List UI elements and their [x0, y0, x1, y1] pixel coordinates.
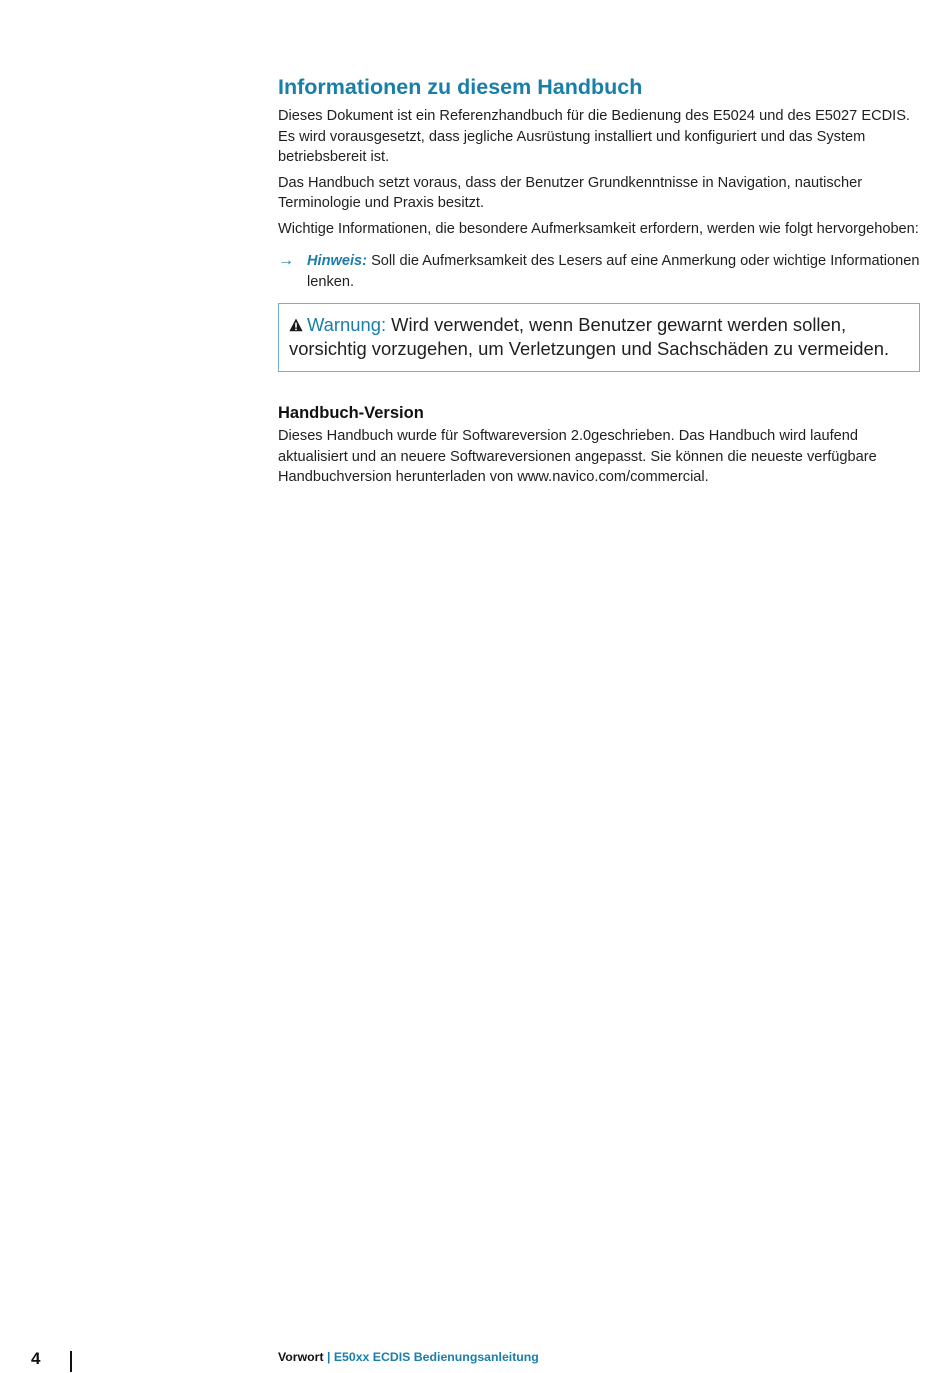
note-label: Hinweis:	[307, 253, 368, 269]
warning-triangle-icon	[289, 318, 303, 332]
page-content	[278, 72, 920, 493]
footer-text	[278, 1350, 539, 1364]
footer-document-title: E50xx ECDIS Bedienungsanleitung	[333, 1350, 539, 1364]
highlight-intro-paragraph: Wichtige Informationen, die besondere Aufmerksamkeit erfordern, werden wie folgt hervorgehoben:	[278, 220, 919, 237]
footer-section: Vorwort	[278, 1350, 324, 1364]
warning-text: Wird verwendet, wenn Benutzer gewarnt werden sollen, vorsichtig vorzugehen, um Verletzungen und Sachschäden zu vermeiden.	[289, 314, 890, 359]
prerequisites-paragraph: Das Handbuch setzt voraus, dass der Benutzer Grundkenntnisse in Navigation, nautischer Terminologie und Praxis besitzt.	[278, 174, 863, 211]
page-number: 4	[31, 1349, 41, 1368]
intro-paragraph: Dieses Dokument ist ein Referenzhandbuch für die Bedienung des E5024 und des E5027 ECDIS. Es wird vorausgesetzt, dass jegliche Ausrüstung installiert und konfiguriert und das System betriebsbereit ist.	[278, 108, 910, 165]
warning-box	[278, 303, 920, 372]
note-block	[278, 251, 920, 292]
footer-divider	[70, 1351, 72, 1372]
arrow-right-icon: →	[278, 252, 294, 269]
footer-separator: |	[323, 1350, 334, 1364]
note-text: Soll die Aufmerksamkeit des Lesers auf eine Anmerkung oder wichtige Informationen lenken.	[307, 253, 920, 290]
version-heading: Handbuch-Version	[278, 404, 424, 422]
version-paragraph: Dieses Handbuch wurde für Softwareversion 2.0geschrieben. Das Handbuch wird laufend aktualisiert und an neuere Softwareversionen angepasst. Sie können die neueste verfügbare Handbuchversion herunterladen von www.navico.com/commercial.	[278, 428, 877, 485]
warning-label: Warnung:	[307, 314, 387, 335]
page-title: Informationen zu diesem Handbuch	[278, 75, 643, 99]
